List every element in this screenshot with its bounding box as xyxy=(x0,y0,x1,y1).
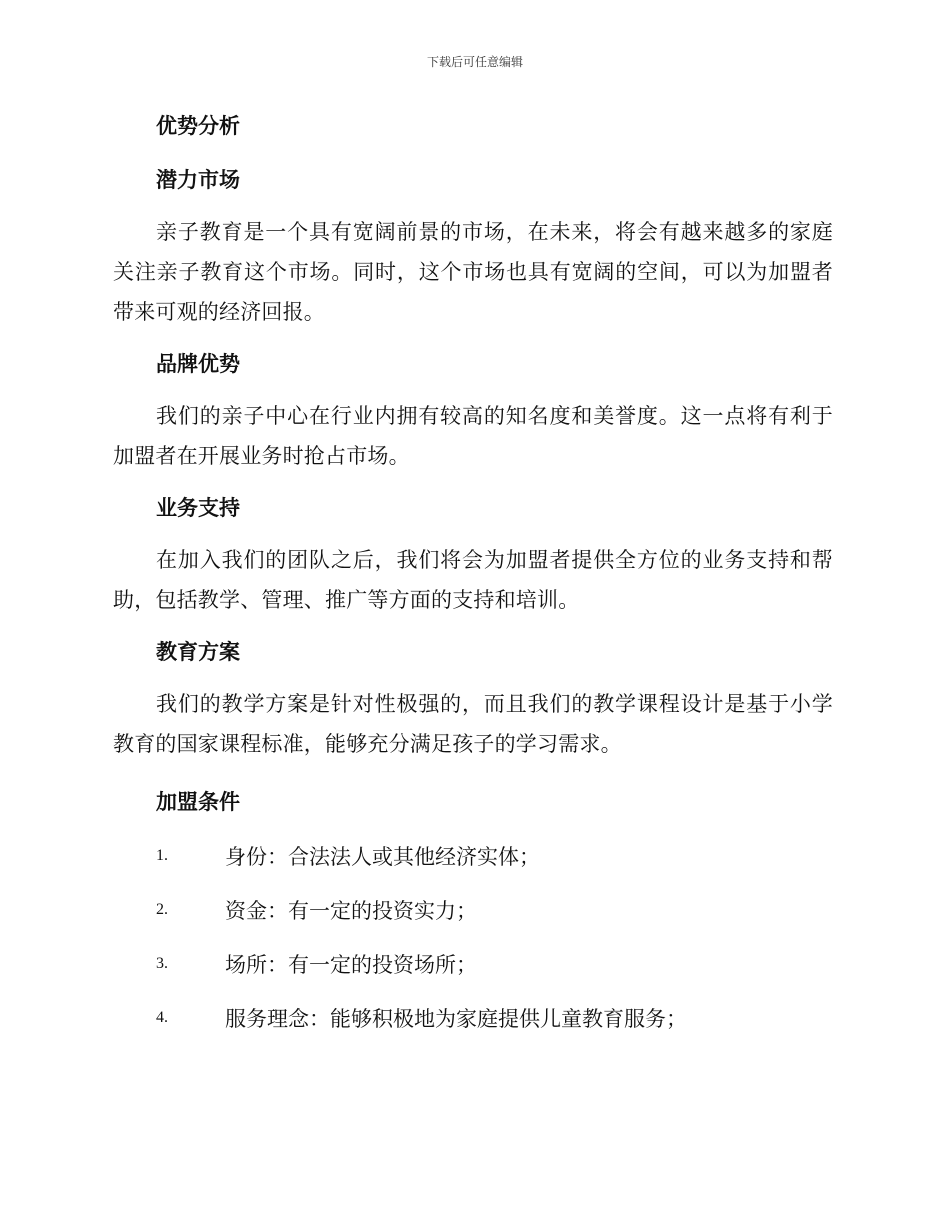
spacer xyxy=(113,928,833,946)
list-item-number: 4. xyxy=(156,1009,168,1026)
list-item-text: 服务理念：能够积极地为家庭提供儿童教育服务； xyxy=(225,1007,687,1031)
list-item-text: 场所：有一定的投资场所； xyxy=(225,953,477,977)
list-item xyxy=(113,1000,833,1036)
spacer xyxy=(113,198,833,212)
section-title-conditions: 加盟条件 xyxy=(156,790,240,814)
spacer xyxy=(113,874,833,892)
section-title-advantages: 优势分析 xyxy=(156,114,240,138)
list-item-number: 3. xyxy=(156,955,168,972)
list-item-number: 1. xyxy=(156,847,168,864)
paragraph-market: 亲子教育是一个具有宽阔前景的市场，在未来，将会有越来越多的家庭关注亲子教育这个市场。同时，这个市场也具有宽阔的空间，可以为加盟者带来可观的经济回报。 xyxy=(113,220,833,324)
spacer xyxy=(113,820,833,838)
paragraph-brand: 我们的亲子中心在行业内拥有较高的知名度和美誉度。这一点将有利于加盟者在开展业务时抢占市场。 xyxy=(113,404,833,468)
paragraph-support: 在加入我们的团队之后，我们将会为加盟者提供全方位的业务支持和帮助，包括教学、管理、推广等方面的支持和培训。 xyxy=(113,548,833,612)
spacer xyxy=(113,670,833,684)
section-title-market: 潜力市场 xyxy=(156,168,240,192)
document-body xyxy=(113,108,833,1036)
spacer xyxy=(113,526,833,540)
list-item-text: 身份：合法法人或其他经济实体； xyxy=(225,845,540,869)
spacer xyxy=(113,764,833,784)
spacer xyxy=(113,476,833,490)
section-title-support: 业务支持 xyxy=(156,496,240,520)
spacer xyxy=(113,382,833,396)
spacer xyxy=(113,144,833,162)
list-item xyxy=(113,946,833,982)
section-title-brand: 品牌优势 xyxy=(156,352,240,376)
page-header-note: 下载后可任意编辑 xyxy=(426,55,523,69)
spacer xyxy=(113,982,833,1000)
list-item xyxy=(113,892,833,928)
spacer xyxy=(113,620,833,634)
spacer xyxy=(113,332,833,346)
list-item-number: 2. xyxy=(156,901,168,918)
list-item-text: 资金：有一定的投资实力； xyxy=(225,899,477,923)
list-item xyxy=(113,838,833,874)
section-title-education: 教育方案 xyxy=(156,640,240,664)
paragraph-education: 我们的教学方案是针对性极强的，而且我们的教学课程设计是基于小学教育的国家课程标准，能够充分满足孩子的学习需求。 xyxy=(113,692,833,756)
